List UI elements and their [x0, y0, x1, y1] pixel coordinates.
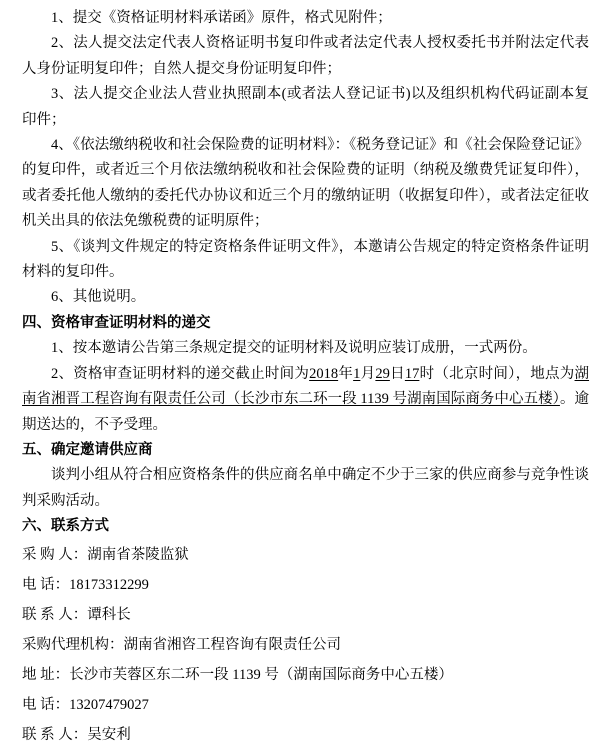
deadline-prefix: 2、资格审查证明材料的递交截止时间为: [51, 365, 310, 382]
contact-label: 电 话：: [22, 696, 70, 713]
contact-row-address: [22, 660, 589, 690]
deadline-hour: 17: [404, 365, 420, 382]
list-item: 4、《依法缴纳税收和社会保险费的证明材料》：《税务登记证》和《社会保险登记证》的复印件，或者近三个月依法缴纳税收和社会保险费的证明（纳税及缴费凭证复印件），或者委托他人缴纳的委托代办协议和近三个月的缴纳证明（收据复印件），或者法定征收机关出具的依法免缴税费的证明原件；: [22, 137, 589, 230]
section-heading-6: 六、联系方式: [22, 518, 109, 535]
list-item: 1、提交《资格证明材料承诺函》原件，格式见附件；: [51, 10, 392, 26]
deadline-hour-unit: 时（北京时间），地点为: [419, 365, 575, 382]
contact-label: 采购代理机构：: [22, 636, 124, 653]
deadline-month-unit: 月: [360, 365, 376, 382]
list-item: 6、其他说明。: [51, 289, 146, 306]
deadline-year-unit: 年: [338, 365, 354, 382]
list-item: 2、法人提交法定代表人资格证明书复印件或者法定代表人授权委托书并附法定代表人身份证明复印件；自然人提交身份证明复印件；: [22, 35, 589, 77]
contact-value: 湖南省湘咨工程咨询有限责任公司: [123, 636, 341, 653]
list-item: 5、《谈判文件规定的特定资格条件证明文件》，本邀请公告规定的特定资格条件证明材料的复印件。: [22, 238, 589, 281]
deadline-place: 湖南省湘晋工程咨询有限责任公司（长沙市东二环一段 1139 号湖南国际商务中心五楼）: [22, 365, 590, 408]
contact-row-agency: [22, 630, 589, 660]
section4-paragraph-2: [22, 362, 589, 438]
contact-row-phone-2: [22, 690, 589, 720]
deadline-suffix: 。逾期送达的，不予受理。: [22, 391, 589, 433]
contact-value: 13207479027: [69, 696, 149, 713]
section4-paragraph-1: 1、按本邀请公告第三条规定提交的证明材料及说明应装订成册，一式两份。: [51, 340, 537, 357]
deadline-day: 29: [375, 365, 390, 382]
contact-label: 联 系 人：: [22, 726, 88, 743]
contact-label: 地 址：: [22, 666, 70, 683]
deadline-year: 2018: [309, 365, 339, 382]
contact-value: 长沙市芙蓉区东二环一段 1139 号（湖南国际商务中心五楼）: [69, 666, 453, 683]
contact-value: 湖南省茶陵监狱: [87, 546, 189, 563]
contact-row-person-2: [22, 720, 589, 750]
contact-label: 电 话：: [22, 576, 70, 593]
contact-value: 谭科长: [87, 606, 131, 623]
contact-row-purchaser: [22, 540, 589, 570]
contact-row-phone-1: [22, 570, 589, 600]
contact-label: 采 购 人：: [22, 546, 88, 563]
section-heading-4: 四、资格审查证明材料的递交: [22, 314, 211, 331]
section5-paragraph-1: 谈判小组从符合相应资格条件的供应商名单中确定不少于三家的供应商参与竞争性谈判采购活动。: [22, 467, 589, 509]
contact-value: 18173312299: [69, 576, 149, 593]
deadline-day-unit: 日: [389, 365, 405, 382]
contact-label: 联 系 人：: [22, 606, 88, 623]
list-item: 3、法人提交企业法人营业执照副本(或者法人登记证书)以及组织机构代码证副本复印件；: [22, 86, 589, 128]
section-heading-5: 五、确定邀请供应商: [22, 441, 153, 458]
contact-row-person-1: [22, 600, 589, 630]
deadline-month: 1: [353, 365, 361, 382]
contact-value: 吴安利: [87, 726, 131, 743]
